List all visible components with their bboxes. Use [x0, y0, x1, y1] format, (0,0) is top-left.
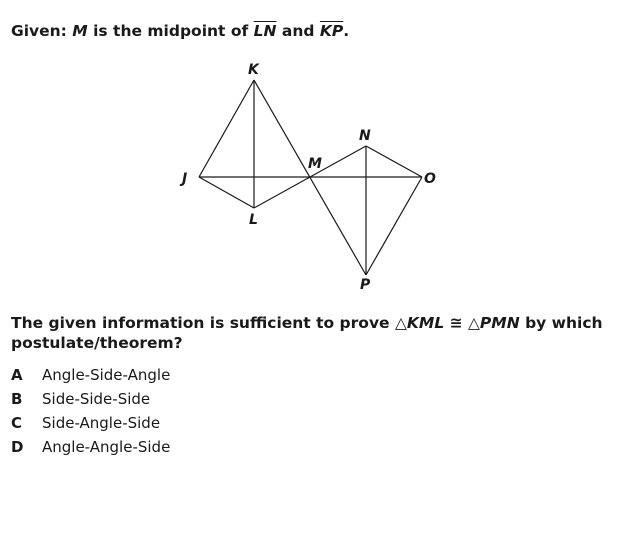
label-p: P	[360, 277, 371, 293]
choice-a[interactable]	[11, 366, 170, 390]
choice-d[interactable]	[11, 438, 170, 462]
congruent-symbol: ≅	[444, 314, 468, 332]
question-text	[11, 313, 611, 353]
question-part1: The given information is sufficient to prove	[11, 314, 395, 332]
question-triangle-pmn: △PMN	[467, 314, 520, 332]
segment-jl	[199, 177, 254, 208]
question-triangle-kml: △KML	[394, 314, 445, 332]
segment-no	[366, 146, 422, 177]
choice-b[interactable]	[11, 390, 170, 414]
choice-letter: C	[11, 414, 23, 432]
question-part2: by which postulate/theorem?	[11, 314, 603, 352]
choice-text: Side-Side-Side	[42, 390, 151, 408]
given-segment-kp: $\overline{KP}$	[319, 22, 344, 40]
given-suffix: .	[343, 22, 350, 40]
label-k: K	[248, 62, 259, 78]
label-m: M	[308, 156, 322, 172]
label-j: J	[182, 171, 188, 187]
segment-kj	[199, 80, 254, 177]
choice-letter: D	[11, 438, 24, 456]
choice-letter: A	[11, 366, 23, 384]
answer-choices	[11, 366, 170, 462]
given-conj: and	[276, 22, 320, 40]
choice-text: Angle-Side-Angle	[42, 366, 171, 384]
label-l: L	[249, 212, 258, 228]
given-prefix: Given:	[11, 22, 73, 40]
choice-letter: B	[11, 390, 23, 408]
given-segment-ln: $\overline{LN}$	[253, 22, 277, 40]
label-o: O	[424, 171, 436, 187]
choice-text: Angle-Angle-Side	[42, 438, 171, 456]
segment-op	[366, 177, 422, 275]
choice-c[interactable]	[11, 414, 170, 438]
given-point: M	[72, 22, 88, 40]
choice-text: Side-Angle-Side	[42, 414, 161, 432]
label-n: N	[359, 128, 371, 144]
given-middle: is the midpoint of	[87, 22, 254, 40]
